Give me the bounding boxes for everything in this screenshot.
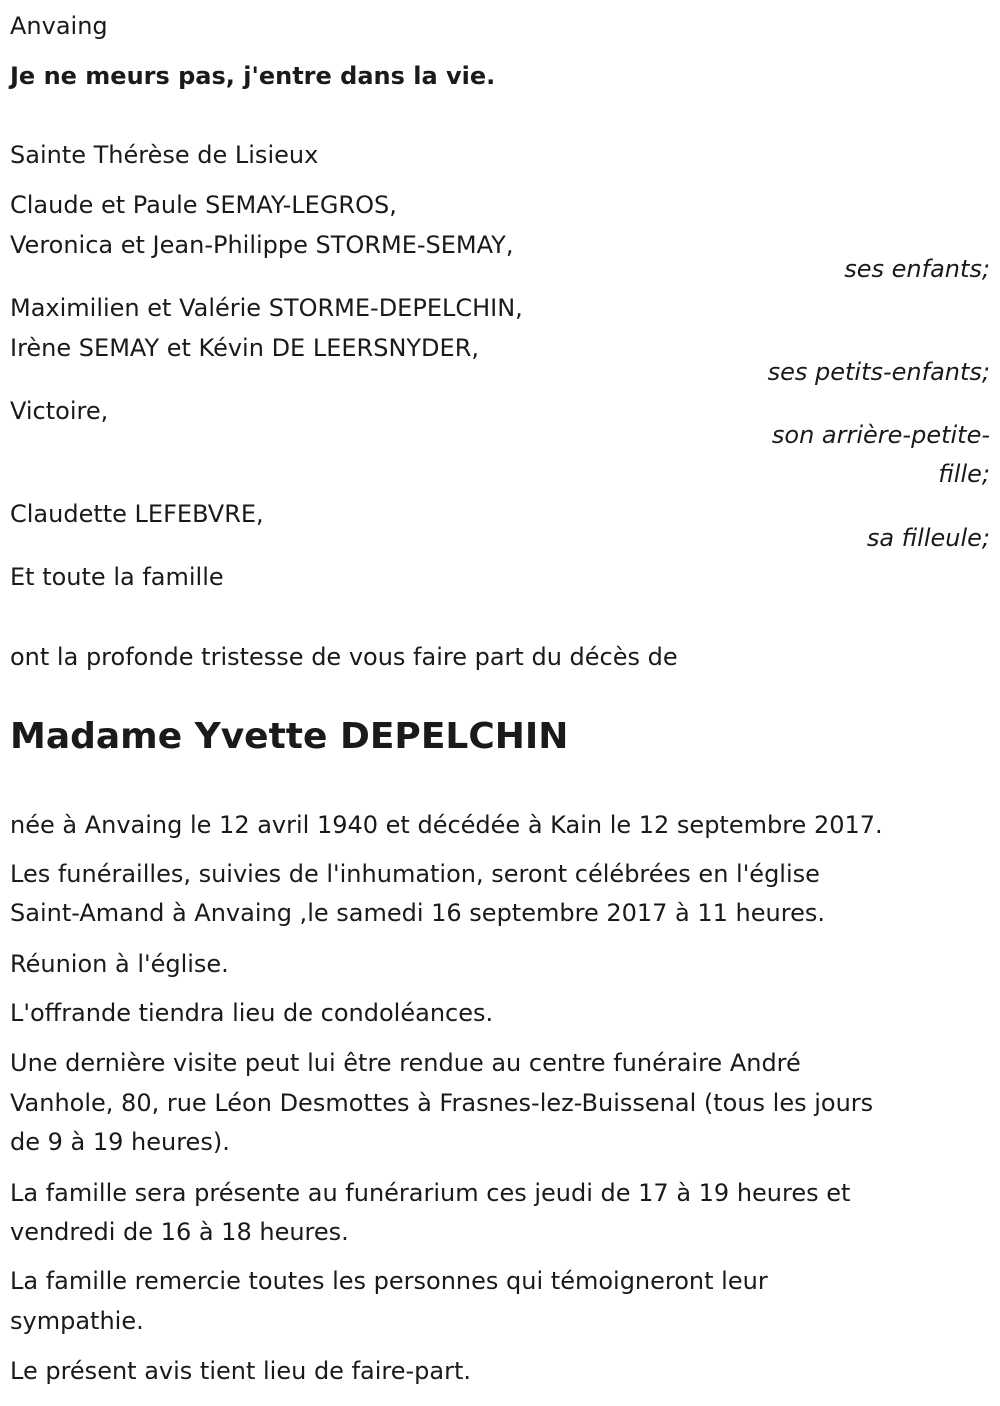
details-paragraph: La famille sera présente au funérarium ces jeudi de 17 à 19 heures et <box>10 1179 851 1207</box>
announcement-text: ont la profonde tristesse de vous faire part du décès de <box>10 643 678 671</box>
family-member: Victoire, <box>10 397 109 425</box>
family-member: Veronica et Jean-Philippe STORME-SEMAY, <box>10 231 514 259</box>
family-closing: Et toute la famille <box>10 563 224 591</box>
relation-label: ses petits-enfants; <box>767 358 990 386</box>
deceased-name: Madame Yvette DEPELCHIN <box>10 716 569 757</box>
details-paragraph: Une dernière visite peut lui être rendue au centre funéraire André <box>10 1049 801 1077</box>
details-paragraph: Vanhole, 80, rue Léon Desmottes à Frasnes-lez-Buissenal (tous les jours <box>10 1089 874 1117</box>
relation-label: ses enfants; <box>844 255 990 283</box>
family-member: Claudette LEFEBVRE, <box>10 500 264 528</box>
details-paragraph: La famille remercie toutes les personnes qui témoigneront leur <box>10 1267 768 1295</box>
quote-author: Sainte Thérèse de Lisieux <box>10 141 319 169</box>
details-paragraph: Les funérailles, suivies de l'inhumation, seront célébrées en l'église <box>10 860 820 888</box>
details-paragraph: sympathie. <box>10 1307 144 1335</box>
details-paragraph: née à Anvaing le 12 avril 1940 et décédée à Kain le 12 septembre 2017. <box>10 811 883 839</box>
relation-label: sa filleule; <box>866 524 990 552</box>
details-paragraph: Saint-Amand à Anvaing ,le samedi 16 septembre 2017 à 11 heures. <box>10 899 825 927</box>
details-paragraph: Réunion à l'église. <box>10 950 229 978</box>
details-paragraph: de 9 à 19 heures). <box>10 1128 230 1156</box>
relation-label: fille; <box>938 460 990 488</box>
location-text: Anvaing <box>10 12 108 40</box>
family-member: Claude et Paule SEMAY-LEGROS, <box>10 191 397 219</box>
details-paragraph: Le présent avis tient lieu de faire-part. <box>10 1357 472 1385</box>
family-member: Maximilien et Valérie STORME-DEPELCHIN, <box>10 294 523 322</box>
relation-label: son arrière-petite- <box>771 421 990 449</box>
details-paragraph: vendredi de 16 à 18 heures. <box>10 1218 349 1246</box>
epitaph-quote: Je ne meurs pas, j'entre dans la vie. <box>10 62 496 90</box>
family-member: Irène SEMAY et Kévin DE LEERSNYDER, <box>10 334 480 362</box>
details-paragraph: L'offrande tiendra lieu de condoléances. <box>10 999 494 1027</box>
